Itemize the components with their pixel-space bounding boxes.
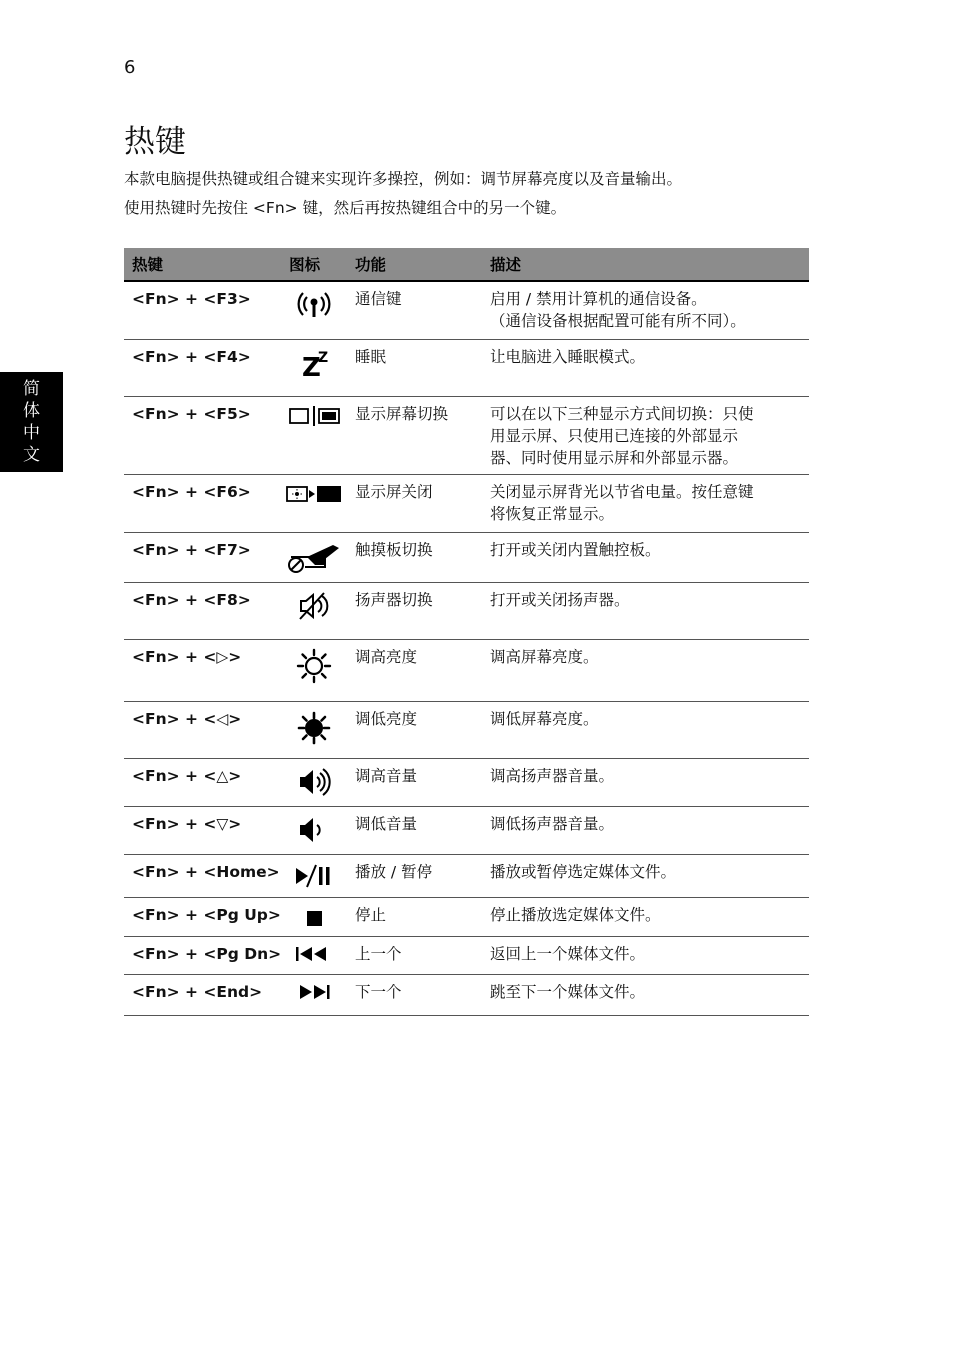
hotkey-combo: <Fn> + <Home> — [124, 854, 281, 897]
hotkey-description — [482, 854, 809, 897]
hotkey-description — [482, 532, 809, 582]
description-line: 让电脑进入睡眠模式。 — [490, 347, 646, 366]
description-line: 停止播放选定媒体文件。 — [490, 905, 661, 924]
hotkey-function: 调低音量 — [347, 806, 482, 854]
hotkey-function: 扬声器切换 — [347, 582, 482, 639]
hotkey-function: 调低亮度 — [347, 701, 482, 758]
table-header-row — [124, 248, 809, 281]
table-row — [124, 758, 809, 806]
hotkey-description — [482, 701, 809, 758]
header-icon: 图标 — [281, 248, 347, 281]
speaker-toggle-icon — [294, 609, 334, 627]
language-tab-char: 中 — [23, 423, 40, 443]
hotkey-description — [482, 974, 809, 1015]
table-row — [124, 897, 809, 936]
play-pause-icon — [292, 877, 336, 895]
hotkey-function: 睡眠 — [347, 339, 482, 396]
description-line: 打开或关闭扬声器。 — [490, 590, 630, 609]
table-row — [124, 582, 809, 639]
hotkey-combo: <Fn> + <F8> — [124, 582, 281, 639]
hotkey-combo: <Fn> + <F6> — [124, 474, 281, 532]
hotkey-combo: <Fn> + <End> — [124, 974, 281, 1015]
hotkey-description — [482, 758, 809, 806]
description-line: 关闭显示屏背光以节省电量。按任意键 — [490, 482, 754, 501]
hotkey-combo: <Fn> + <F4> — [124, 339, 281, 396]
hotkey-combo: <Fn> + <△> — [124, 758, 281, 806]
description-line: 将恢复正常显示。 — [490, 504, 615, 523]
hotkey-function: 显示屏关闭 — [347, 474, 482, 532]
hotkey-icon-cell — [281, 281, 347, 339]
header-function: 功能 — [347, 248, 482, 281]
description-line: 调高扬声器音量。 — [490, 766, 615, 785]
brightness-up-icon — [294, 672, 334, 690]
hotkey-icon-cell — [281, 936, 347, 974]
display-toggle-icon — [286, 415, 342, 433]
hotkey-function: 通信键 — [347, 281, 482, 339]
description-line: 器、同时使用显示屏和外部显示器。 — [490, 448, 739, 467]
description-line: 跳至下一个媒体文件。 — [490, 982, 646, 1001]
hotkey-combo: <Fn> + <F5> — [124, 396, 281, 474]
svg-text:Z: Z — [302, 352, 321, 380]
intro-line: 本款电脑提供热键或组合键来实现许多操控，例如：调节屏幕亮度以及音量输出。 — [124, 170, 683, 188]
hotkey-combo: <Fn> + <Pg Up> — [124, 897, 281, 936]
next-track-icon — [292, 989, 336, 1007]
hotkey-description — [482, 897, 809, 936]
table-row — [124, 339, 809, 396]
hotkey-combo: <Fn> + <▽> — [124, 806, 281, 854]
hotkey-icon-cell — [281, 639, 347, 701]
volume-down-icon — [294, 833, 334, 851]
header-hotkey: 热键 — [124, 248, 281, 281]
hotkey-description — [482, 396, 809, 474]
hotkey-combo: <Fn> + <◁> — [124, 701, 281, 758]
svg-text:Z: Z — [318, 349, 329, 366]
language-tab-char: 文 — [23, 445, 40, 465]
description-line: （通信设备根据配置可能有所不同）。 — [490, 312, 746, 330]
hotkey-function: 停止 — [347, 897, 482, 936]
table-row — [124, 936, 809, 974]
description-line: 用显示屏、只使用已连接的外部显示 — [490, 426, 739, 445]
hotkey-description — [482, 339, 809, 396]
hotkey-combo: <Fn> + <F7> — [124, 532, 281, 582]
hotkey-description — [482, 639, 809, 701]
table-row — [124, 474, 809, 532]
language-tab-char: 简 — [23, 379, 40, 399]
description-line: 播放或暂停选定媒体文件。 — [490, 862, 677, 881]
volume-up-icon — [294, 785, 334, 803]
intro-line: 使用热键时先按住 <Fn> 键，然后再按热键组合中的另一个键。 — [124, 199, 567, 217]
wireless-icon — [294, 308, 334, 326]
hotkey-icon-cell — [281, 701, 347, 758]
description-line: 调高屏幕亮度。 — [490, 647, 599, 666]
table-row — [124, 532, 809, 582]
hotkey-function: 播放 / 暂停 — [347, 854, 482, 897]
hotkey-icon-cell — [281, 582, 347, 639]
hotkey-function: 显示屏幕切换 — [347, 396, 482, 474]
hotkey-description — [482, 281, 809, 339]
stop-icon — [294, 916, 334, 934]
hotkey-function: 调高音量 — [347, 758, 482, 806]
table-row — [124, 974, 809, 1015]
previous-track-icon — [292, 951, 336, 969]
hotkey-icon-cell — [281, 854, 347, 897]
table-row — [124, 806, 809, 854]
hotkey-description — [482, 474, 809, 532]
hotkey-combo: <Fn> + <▷> — [124, 639, 281, 701]
hotkey-function: 上一个 — [347, 936, 482, 974]
display-off-icon — [284, 493, 344, 511]
page-title: 热键 — [124, 124, 186, 160]
hotkey-icon-cell — [281, 806, 347, 854]
hotkey-function: 调高亮度 — [347, 639, 482, 701]
hotkey-icon-cell — [281, 758, 347, 806]
touchpad-toggle-icon — [285, 561, 343, 579]
hotkey-icon-cell — [281, 532, 347, 582]
hotkey-icon-cell — [281, 974, 347, 1015]
hotkey-description — [482, 582, 809, 639]
description-line: 启用 / 禁用计算机的通信设备。 — [490, 290, 707, 308]
hotkey-function: 下一个 — [347, 974, 482, 1015]
description-line: 调低屏幕亮度。 — [490, 709, 599, 728]
description-line: 返回上一个媒体文件。 — [490, 944, 646, 963]
sleep-icon — [294, 349, 334, 384]
intro-text — [124, 165, 824, 223]
hotkey-description — [482, 936, 809, 974]
language-tab-char: 体 — [23, 401, 40, 421]
hotkey-function: 触摸板切换 — [347, 532, 482, 582]
hotkey-icon-cell — [281, 474, 347, 532]
language-tab — [0, 372, 63, 472]
header-description: 描述 — [482, 248, 809, 281]
table-row — [124, 701, 809, 758]
brightness-down-icon — [294, 734, 334, 752]
table-row — [124, 854, 809, 897]
hotkey-icon-cell — [281, 396, 347, 474]
table-row — [124, 281, 809, 339]
description-line: 可以在以下三种显示方式间切换：只使 — [490, 404, 754, 423]
hotkey-description — [482, 806, 809, 854]
hotkey-combo: <Fn> + <F3> — [124, 281, 281, 339]
description-line: 调低扬声器音量。 — [490, 814, 615, 833]
hotkeys-table — [124, 248, 809, 1016]
table-row — [124, 639, 809, 701]
table-row — [124, 396, 809, 474]
hotkey-combo: <Fn> + <Pg Dn> — [124, 936, 281, 974]
hotkey-icon-cell — [281, 897, 347, 936]
page-number: 6 — [124, 57, 136, 78]
description-line: 打开或关闭内置触控板。 — [490, 540, 661, 559]
hotkey-icon-cell — [281, 339, 347, 396]
